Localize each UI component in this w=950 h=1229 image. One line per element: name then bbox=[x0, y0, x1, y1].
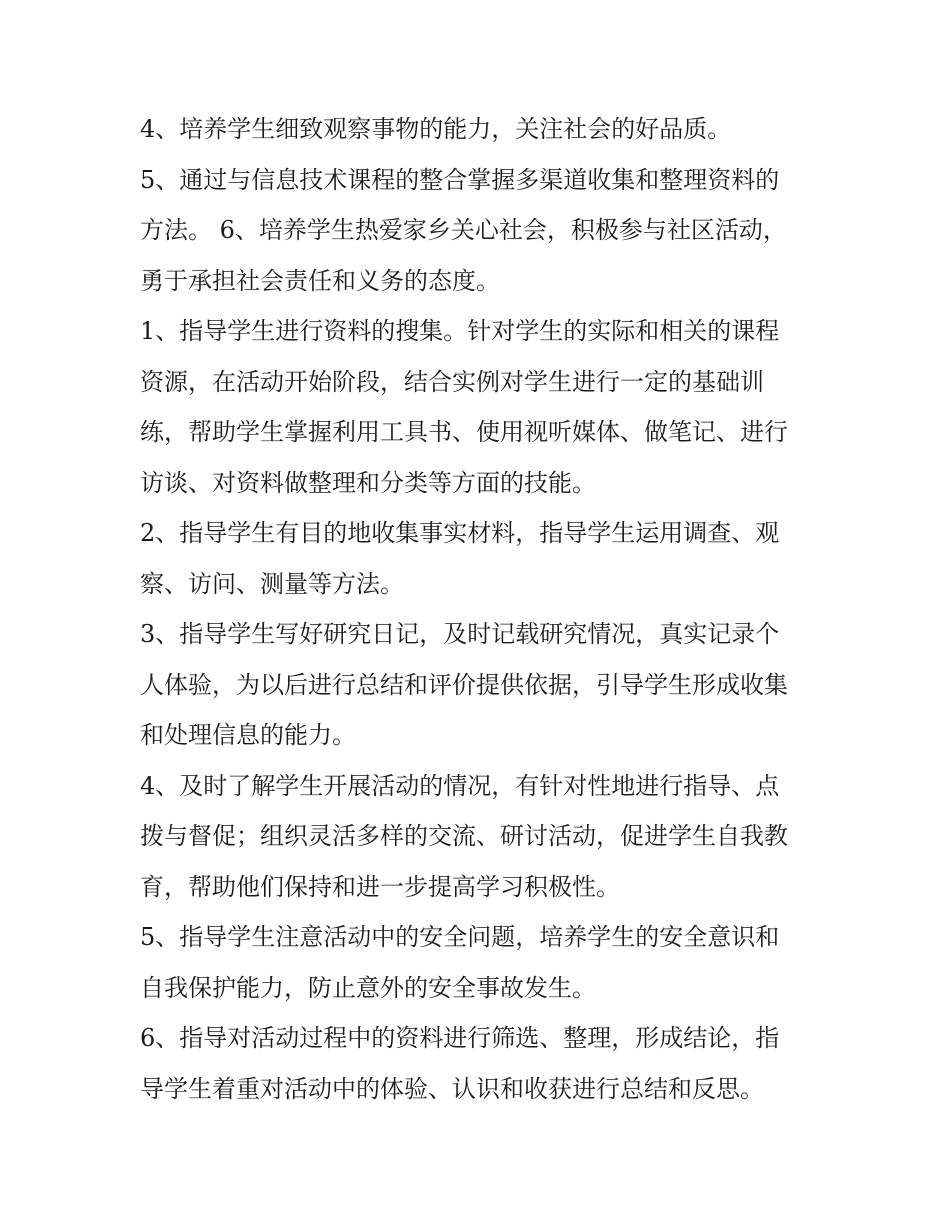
paragraph-goal-4 bbox=[140, 104, 820, 155]
paragraph-measure-6 bbox=[140, 1013, 820, 1114]
paragraph-line: 育，帮助他们保持和进一步提高学习积极性。 bbox=[140, 872, 620, 901]
document-body bbox=[140, 104, 820, 1114]
paragraph-line: 练，帮助学生掌握利用工具书、使用视听媒体、做笔记、进行 bbox=[140, 418, 788, 446]
paragraph-line: 方法。 6、培养学生热爱家乡关心社会，积极参与社区活动， bbox=[140, 216, 787, 244]
paragraph-line: 导学生着重对活动中的体验、认识和收获进行总结和反思。 bbox=[140, 1074, 764, 1103]
paragraph-line: 4、及时了解学生开展活动的情况，有针对性地进行指导、点 bbox=[140, 771, 780, 800]
paragraph-line: 自我保护能力，防止意外的安全事故发生。 bbox=[140, 973, 596, 1002]
paragraph-measure-5 bbox=[140, 912, 820, 1013]
paragraph-line: 和处理信息的能力。 bbox=[140, 721, 356, 749]
paragraph-line: 拨与督促；组织灵活多样的交流、研讨活动，促进学生自我教 bbox=[140, 822, 788, 850]
paragraph-measure-1 bbox=[140, 306, 820, 508]
paragraph-measure-2 bbox=[140, 508, 820, 609]
paragraph-line: 5、通过与信息技术课程的整合掌握多渠道收集和整理资料的 bbox=[140, 165, 780, 194]
paragraph-line: 资源，在活动开始阶段，结合实例对学生进行一定的基础训 bbox=[140, 367, 764, 396]
paragraph-line: 2、指导学生有目的地收集事实材料，指导学生运用调查、观 bbox=[140, 519, 780, 547]
paragraph-line: 6、指导对活动过程中的资料进行筛选、整理，形成结论，指 bbox=[140, 1024, 780, 1052]
paragraph-line: 勇于承担社会责任和义务的态度。 bbox=[140, 266, 500, 295]
paragraph-goal-5-6 bbox=[140, 155, 820, 307]
paragraph-measure-3 bbox=[140, 609, 820, 761]
paragraph-measure-4 bbox=[140, 761, 820, 913]
paragraph-line: 4、培养学生细致观察事物的能力，关注社会的好品质。 bbox=[140, 115, 732, 143]
paragraph-line: 访谈、对资料做整理和分类等方面的技能。 bbox=[140, 468, 596, 497]
paragraph-line: 1、指导学生进行资料的搜集。针对学生的实际和相关的课程 bbox=[140, 317, 780, 345]
paragraph-line: 5、指导学生注意活动中的安全问题，培养学生的安全意识和 bbox=[140, 923, 780, 951]
paragraph-line: 察、访问、测量等方法。 bbox=[140, 569, 404, 598]
paragraph-line: 3、指导学生写好研究日记，及时记载研究情况，真实记录个 bbox=[140, 620, 780, 648]
paragraph-line: 人体验，为以后进行总结和评价提供依据，引导学生形成收集 bbox=[140, 670, 788, 699]
